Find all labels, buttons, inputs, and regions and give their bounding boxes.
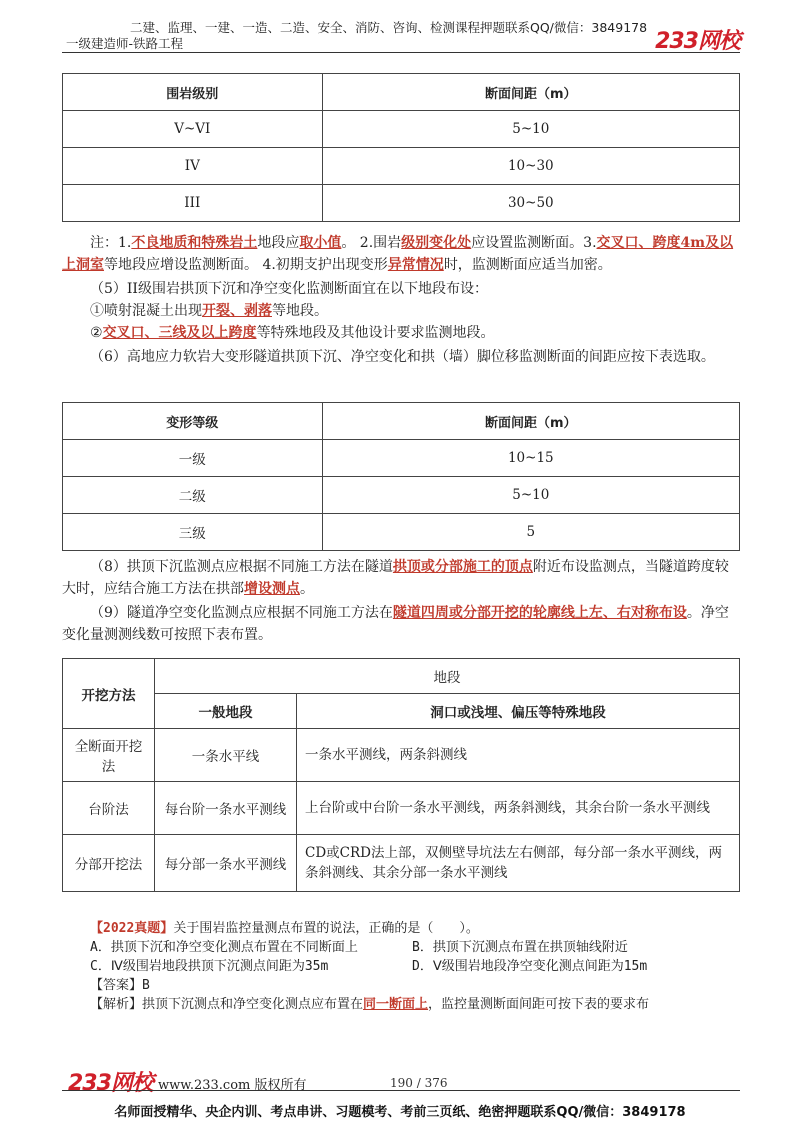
text: 等地段。 <box>272 303 328 319</box>
table-header-cell: 断面间距（m） <box>322 403 739 440</box>
table-row <box>63 782 740 835</box>
table-header-row <box>63 403 740 440</box>
table-cell: 一条水平线 <box>155 729 297 782</box>
highlight: 增设测点 <box>244 581 300 597</box>
table-cell: 5~10 <box>322 111 739 148</box>
question-options-row-1 <box>90 939 740 957</box>
analysis-tag: 【解析】 <box>90 997 143 1012</box>
table-header-cell: 一般地段 <box>155 694 297 729</box>
table-row <box>63 729 740 782</box>
deformation-grade-table <box>62 402 740 551</box>
table-header-row <box>63 74 740 111</box>
text: 等特殊地段及其他设计要求监测地段。 <box>256 325 495 341</box>
table-cell: CD或CRD法上部，双侧壁导坑法左右侧部，每分部一条水平测线，两条斜测线、其余分部一条水平测线 <box>297 835 740 892</box>
text: 。 2.围岩 <box>341 235 402 251</box>
table-row <box>63 111 740 148</box>
text: 。 <box>300 581 314 597</box>
text: 。净空变化量测测线数可按照下表布置。 <box>62 605 729 643</box>
highlight: 交叉口、跨度4m及以上洞室 <box>62 235 734 273</box>
highlight: 交叉口、三线及以上跨度 <box>102 325 257 341</box>
question-options-row-2 <box>90 958 740 976</box>
text: ①喷射混凝土出现 <box>90 303 202 319</box>
answer-value: B <box>142 978 150 993</box>
question-stem <box>90 920 740 938</box>
highlight: 级别变化处 <box>401 235 472 251</box>
note-paragraph <box>62 232 742 276</box>
table-cell: 台阶法 <box>63 782 155 835</box>
table-cell: 5 <box>322 514 739 551</box>
item5-intro: （5）II级围岩拱顶下沉和净空变化监测断面宜在以下地段布设： <box>90 281 488 297</box>
table-header-cell: 开挖方法 <box>63 659 155 729</box>
item5-point-b <box>62 322 742 344</box>
table-cell: 30~50 <box>322 185 739 222</box>
text: 地段应 <box>257 235 300 251</box>
footer-divider <box>62 1090 740 1091</box>
table-header-cell: 地段 <box>155 659 740 694</box>
page-number: 190 / 376 <box>390 1076 448 1090</box>
table-header-row <box>63 694 740 729</box>
highlight: 开裂、剥落 <box>202 303 272 319</box>
option-d: D．Ⅴ级围岩地段净空变化测点间距为15m <box>412 959 648 974</box>
table-cell: 一条水平测线，两条斜测线 <box>297 729 740 782</box>
text: 等地段应增设监测断面。 4.初期支护出现变形 <box>104 257 388 273</box>
table-cell: 10~30 <box>322 148 739 185</box>
text: ② <box>90 325 103 341</box>
item9-paragraph <box>62 602 742 646</box>
text: （9）隧道净空变化监测点应根据不同施工方法在 <box>90 605 393 621</box>
text: 附近布设监测点，当隧道跨度较大时，应结合施工方法在拱部 <box>62 559 729 597</box>
table-row <box>63 835 740 892</box>
table-header-cell: 洞口或浅埋、偏压等特殊地段 <box>297 694 740 729</box>
header-logo: 233网校 <box>655 29 740 54</box>
table-header-row <box>63 659 740 694</box>
table-cell: 上台阶或中台阶一条水平测线，两条斜测线，其余台阶一条水平测线 <box>297 782 740 835</box>
footer-promo: 名师面授精华、央企内训、考点串讲、习题模考、考前三页纸、绝密押题联系QQ/微信：3849178 <box>114 1105 686 1120</box>
table-cell: 分部开挖法 <box>63 835 155 892</box>
item5-point-a <box>62 300 742 322</box>
option-b: B．拱顶下沉测点布置在拱顶轴线附近 <box>412 940 628 955</box>
table-header-cell: 变形等级 <box>63 403 323 440</box>
table-cell: 5~10 <box>322 477 739 514</box>
table-cell: 全断面开挖法 <box>63 729 155 782</box>
header-promo: 二建、监理、一建、一造、二造、安全、消防、咨询、检测课程押题联系QQ/微信：3849178 <box>130 20 648 35</box>
text: 应设置监测断面。3. <box>471 235 597 251</box>
table-cell: 每台阶一条水平测线 <box>155 782 297 835</box>
highlight: 拱顶或分部施工的顶点 <box>392 559 533 575</box>
header-divider <box>62 52 740 53</box>
table-header-cell: 断面间距（m） <box>322 74 739 111</box>
option-c: C．Ⅳ级围岩地段拱顶下沉测点间距为35m <box>90 959 329 974</box>
answer-tag: 【答案】 <box>90 978 143 993</box>
highlight: 隧道四周或分部开挖的轮廓线上左、右对称布设 <box>392 605 687 621</box>
table-cell: 一级 <box>63 440 323 477</box>
table-row <box>63 185 740 222</box>
item6-paragraph: （6）高地应力软岩大变形隧道拱顶下沉、净空变化和拱（墙）脚位移监测断面的间距应按下表选取。 <box>90 349 715 365</box>
question-answer <box>90 977 740 995</box>
table-cell: 二级 <box>63 477 323 514</box>
table-cell: III <box>63 185 323 222</box>
table-cell: 每分部一条水平测线 <box>155 835 297 892</box>
table-row <box>63 477 740 514</box>
table-row <box>63 514 740 551</box>
highlight: 取小值 <box>299 235 342 251</box>
question-tag: 【2022真题】 <box>90 921 174 936</box>
excavation-method-table <box>62 658 740 892</box>
rock-grade-table <box>62 73 740 222</box>
highlight: 异常情况 <box>387 257 444 273</box>
table-header-cell: 围岩级别 <box>63 74 323 111</box>
table-row <box>63 440 740 477</box>
table-cell: IV <box>63 148 323 185</box>
footer-site: www.233.com 版权所有 <box>158 1078 307 1093</box>
text: 拱顶下沉测点和净空变化测点应布置在 <box>142 997 364 1012</box>
text: ，监控量测断面间距可按下表的要求布 <box>428 997 650 1012</box>
text: 注：1. <box>90 235 132 251</box>
text: 时，监测断面应适当加密。 <box>443 257 612 273</box>
text: 关于围岩监控量测点布置的说法，正确的是（ ）。 <box>173 921 479 936</box>
highlight: 同一断面上 <box>363 997 429 1012</box>
question-analysis <box>90 996 740 1014</box>
text: （8）拱顶下沉监测点应根据不同施工方法在隧道 <box>90 559 393 575</box>
table-cell: V~VI <box>63 111 323 148</box>
header-subtitle: 一级建造师-铁路工程 <box>66 36 184 51</box>
highlight: 不良地质和特殊岩土 <box>131 235 258 251</box>
table-cell: 10~15 <box>322 440 739 477</box>
table-cell: 三级 <box>63 514 323 551</box>
item8-paragraph <box>62 556 742 600</box>
table-row <box>63 148 740 185</box>
option-a: A．拱顶下沉和净空变化测点布置在不同断面上 <box>90 940 358 955</box>
footer-logo: 233网校 <box>68 1071 153 1096</box>
